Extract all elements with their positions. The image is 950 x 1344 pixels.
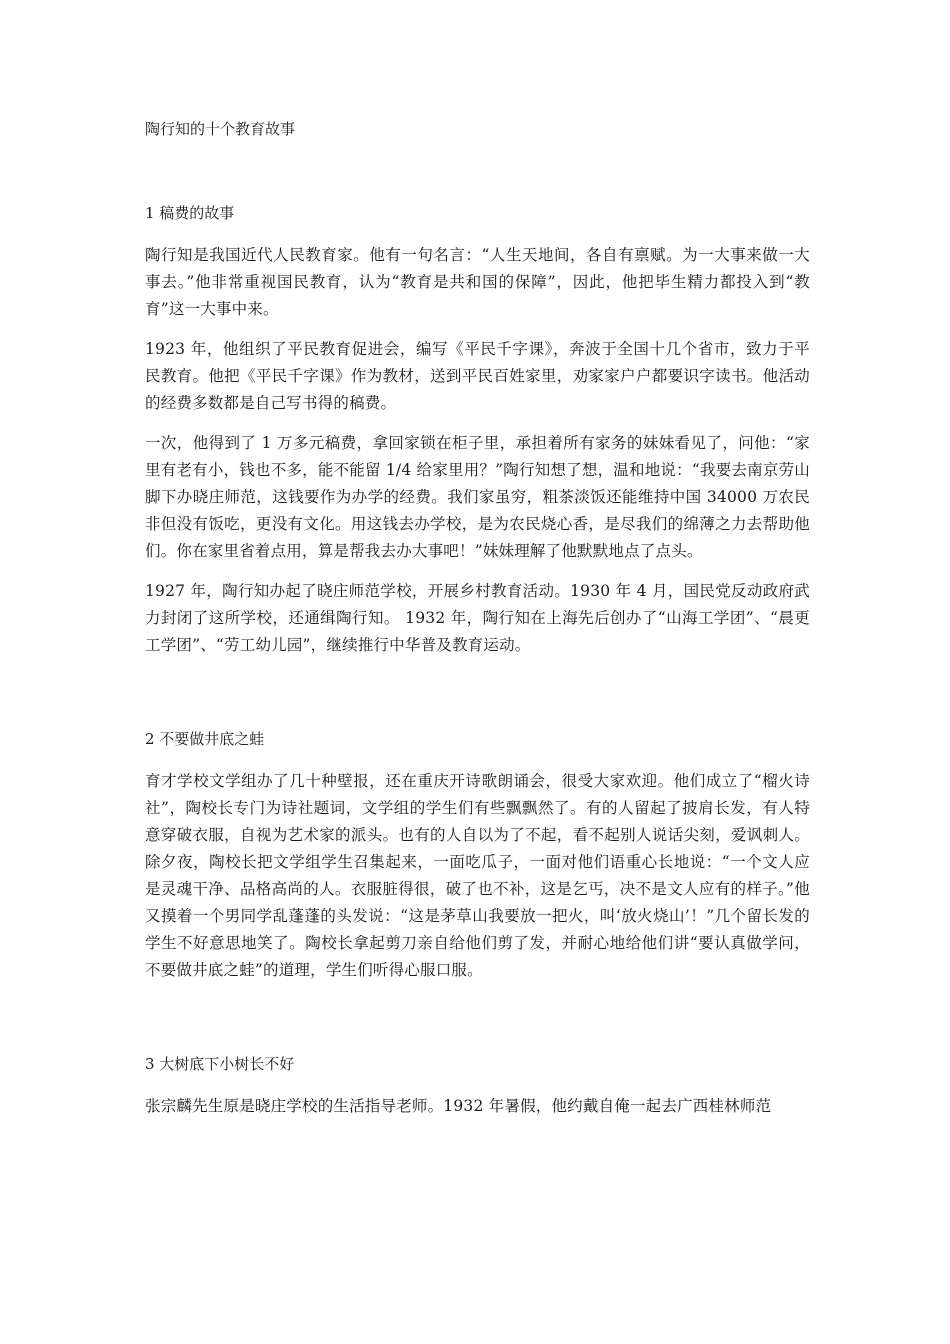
section-2 <box>145 728 810 984</box>
section-3 <box>145 1053 810 1120</box>
section-heading: 1 稿费的故事 <box>145 204 235 222</box>
document-body <box>145 118 810 1133</box>
section-heading: 3 大树底下小树长不好 <box>145 1055 295 1073</box>
section-1 <box>145 202 810 659</box>
paragraph: 陶行知是我国近代人民教育家。他有一句名言：“人生天地间，各自有禀赋。为一大事来做一大事去。”他非常重视国民教育，认为“教育是共和国的保障”，因此，他把毕生精力都投入到“教育”这一大事中来。 <box>145 246 810 318</box>
paragraph: 1923 年，他组织了平民教育促进会，编写《平民千字课》，奔波于全国十几个省市，致力于平民教育。他把《平民千字课》作为教材，送到平民百姓家里，劝家家户户都要识字读书。他活动的经费多数都是自己写书得的稿费。 <box>145 340 810 412</box>
section-spacer <box>145 672 810 728</box>
document-title: 陶行知的十个教育故事 <box>145 120 296 138</box>
paragraph: 1927 年，陶行知办起了晓庄师范学校，开展乡村教育活动。1930 年 4 月，国民党反动政府武力封闭了这所学校，还通缉陶行知。 1932 年，陶行知在上海先后创办了“山海工学团”、“晨更工学团”、“劳工幼儿园”，继续推行中华普及教育运动。 <box>145 582 810 654</box>
paragraph: 育才学校文学组办了几十种壁报，还在重庆开诗歌朗诵会，很受大家欢迎。他们成立了“榴火诗社”，陶校长专门为诗社题词，文学组的学生们有些飘飘然了。有的人留起了披肩长发，有人特意穿破衣服，自视为艺术家的派头。也有的人自以为了不起，看不起别人说话尖刻，爱讽刺人。除夕夜，陶校长把文学组学生召集起来，一面吃瓜子，一面对他们语重心长地说：“一个文人应是灵魂干净、品格高尚的人。衣服脏得很，破了也不补，这是乞丐，决不是文人应有的样子。”他又摸着一个男同学乱蓬蓬的头发说：“这是茅草山我要放一把火，叫‘放火烧山’！”几个留长发的学生不好意思地笑了。陶校长拿起剪刀亲自给他们剪了发，并耐心地给他们讲“要认真做学问，不要做井底之蛙”的道理，学生们听得心服口服。 <box>145 772 810 979</box>
section-heading: 2 不要做井底之蛙 <box>145 730 265 748</box>
section-spacer <box>145 997 810 1053</box>
paragraph: 一次，他得到了 1 万多元稿费，拿回家锁在柜子里，承担着所有家务的妹妹看见了，问他：“家里有老有小，钱也不多，能不能留 1/4 给家里用？”陶行知想了想，温和地说：“我要去南京劳山脚下办晓庄师范，这钱要作为办学的经费。我们家虽穷，粗茶淡饭还能维持中国 34000 万农民非但没有饭吃，更没有文化。用这钱去办学校，是为农民烧心香，是尽我们的绵薄之力去帮助他们。你在家里省着点用，算是帮我去办大事吧！”妹妹理解了他默默地点了点头。 <box>145 434 810 560</box>
paragraph: 张宗麟先生原是晓庄学校的生活指导老师。1932 年暑假，他约戴自俺一起去广西桂林师范 <box>145 1097 772 1115</box>
